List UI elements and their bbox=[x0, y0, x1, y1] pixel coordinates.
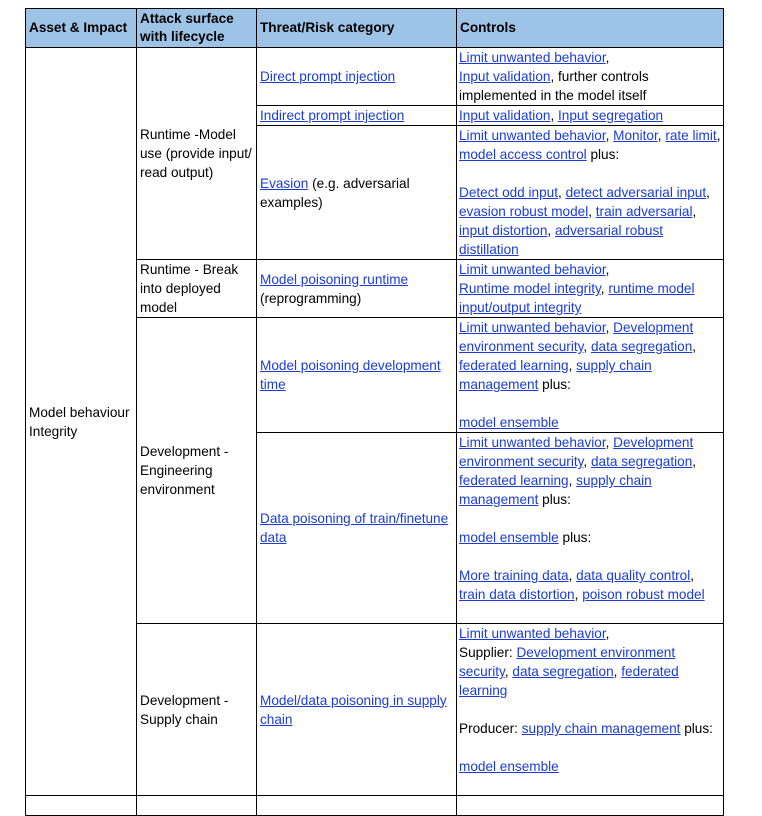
table-row-partial bbox=[26, 796, 724, 816]
control-text: plus: bbox=[538, 492, 571, 507]
threat-supply-chain-poisoning bbox=[257, 624, 457, 796]
control-link[interactable]: Detect odd input bbox=[459, 185, 558, 200]
control-link[interactable]: evasion robust model bbox=[459, 204, 589, 219]
table-row bbox=[26, 48, 724, 106]
control-link[interactable]: More training data bbox=[459, 568, 569, 583]
threat-link[interactable]: Model poisoning development time bbox=[260, 358, 441, 392]
threat-evasion bbox=[257, 126, 457, 260]
control-link[interactable]: Monitor bbox=[613, 128, 658, 143]
threat-indirect-prompt-injection bbox=[257, 106, 457, 126]
control-link[interactable]: runtime model input/output integrity bbox=[459, 281, 695, 315]
control-sep: , bbox=[547, 223, 555, 238]
control-link[interactable]: Development environment security bbox=[459, 320, 694, 354]
control-sep: , bbox=[568, 473, 577, 488]
threat-data-poisoning bbox=[257, 433, 457, 624]
control-sep: , bbox=[605, 128, 614, 143]
control-link[interactable]: rate limit bbox=[665, 128, 717, 143]
control-text: plus: bbox=[680, 721, 713, 736]
control-sep: , bbox=[605, 626, 610, 641]
threat-direct-prompt-injection bbox=[257, 48, 457, 106]
header-attack-surface: Attack surface with lifecycle bbox=[137, 9, 257, 48]
threat-model-poisoning-runtime bbox=[257, 260, 457, 318]
control-link[interactable]: Limit unwanted behavior bbox=[459, 128, 606, 143]
control-link[interactable]: data segregation bbox=[590, 339, 693, 354]
control-link[interactable]: data quality control bbox=[576, 568, 691, 583]
partial-cell bbox=[257, 796, 457, 816]
control-link[interactable]: train data distortion bbox=[459, 587, 575, 602]
header-asset: Asset & Impact bbox=[26, 9, 137, 48]
control-sep: , bbox=[692, 204, 697, 219]
control-link[interactable]: Input segregation bbox=[558, 108, 664, 123]
control-link[interactable]: Limit unwanted behavior bbox=[459, 262, 606, 277]
control-link[interactable]: supply chain management bbox=[459, 473, 652, 507]
controls-cell bbox=[457, 126, 724, 260]
control-link[interactable]: federated learning bbox=[459, 473, 569, 488]
surface-runtime-break: Runtime - Break into deployed model bbox=[137, 260, 257, 318]
threat-text: (e.g. adversarial examples) bbox=[260, 175, 410, 210]
producer-label: Producer: bbox=[459, 721, 522, 736]
threat-link[interactable]: Model/data poisoning in supply chain bbox=[260, 692, 447, 727]
control-link[interactable]: data segregation bbox=[512, 664, 614, 679]
control-sep: , bbox=[600, 281, 609, 296]
threat-link[interactable]: Data poisoning of train/finetune data bbox=[260, 511, 449, 545]
control-sep: , bbox=[692, 339, 697, 354]
control-link[interactable]: Development environment security bbox=[459, 435, 694, 469]
threat-link[interactable]: Indirect prompt injection bbox=[260, 108, 405, 123]
control-link[interactable]: data segregation bbox=[590, 454, 693, 469]
threat-text: (reprogramming) bbox=[260, 290, 362, 306]
control-sep: , bbox=[605, 320, 614, 335]
control-link[interactable]: input distortion bbox=[459, 223, 548, 238]
control-link[interactable]: Development environment security bbox=[459, 645, 676, 679]
control-link[interactable]: Input validation bbox=[459, 69, 551, 84]
controls-cell bbox=[457, 318, 724, 433]
control-link[interactable]: Limit unwanted behavior bbox=[459, 320, 606, 335]
control-sep: , bbox=[605, 50, 610, 65]
control-sep: , bbox=[583, 339, 591, 354]
control-link[interactable]: train adversarial bbox=[595, 204, 693, 219]
control-link[interactable]: poison robust model bbox=[582, 587, 705, 602]
spacer bbox=[459, 738, 721, 757]
control-link[interactable]: detect adversarial input bbox=[565, 185, 707, 200]
spacer bbox=[459, 509, 721, 528]
spacer bbox=[459, 547, 721, 566]
supplier-label: Supplier: bbox=[459, 645, 517, 660]
threat-link[interactable]: Direct prompt injection bbox=[260, 69, 396, 84]
control-sep: , bbox=[558, 185, 566, 200]
control-link[interactable]: model ensemble bbox=[459, 530, 559, 545]
threat-link[interactable]: Evasion bbox=[260, 175, 309, 191]
control-link[interactable]: supply chain management bbox=[459, 358, 652, 392]
threat-model-poisoning-dev bbox=[257, 318, 457, 433]
partial-cell bbox=[457, 796, 724, 816]
control-link[interactable]: supply chain management bbox=[521, 721, 681, 736]
control-link[interactable]: federated learning bbox=[459, 664, 679, 698]
control-text: , further controls implemented in the model itself bbox=[459, 69, 649, 103]
header-threat: Threat/Risk category bbox=[257, 9, 457, 48]
control-text: plus: bbox=[538, 377, 571, 392]
control-sep: , bbox=[568, 358, 577, 373]
control-link[interactable]: Input validation bbox=[459, 108, 551, 123]
table-header-row bbox=[26, 9, 724, 48]
controls-cell bbox=[457, 48, 724, 106]
control-link[interactable]: Limit unwanted behavior bbox=[459, 50, 606, 65]
control-sep: , bbox=[657, 128, 666, 143]
surface-dev-supply-chain: Development - Supply chain bbox=[137, 624, 257, 796]
control-sep: , bbox=[588, 204, 596, 219]
threat-controls-table bbox=[25, 8, 724, 816]
spacer bbox=[459, 700, 721, 719]
controls-cell bbox=[457, 260, 724, 318]
control-link[interactable]: Limit unwanted behavior bbox=[459, 435, 606, 450]
control-sep: , bbox=[568, 568, 577, 583]
control-sep: , bbox=[605, 262, 610, 277]
partial-cell bbox=[26, 796, 137, 816]
control-sep: , bbox=[692, 454, 697, 469]
spacer bbox=[459, 394, 721, 413]
control-sep: , bbox=[605, 435, 614, 450]
control-link[interactable]: Limit unwanted behavior bbox=[459, 626, 606, 641]
control-sep: , bbox=[716, 128, 721, 143]
control-text: plus: bbox=[586, 147, 620, 162]
partial-cell bbox=[137, 796, 257, 816]
control-sep: , bbox=[550, 108, 559, 123]
controls-cell bbox=[457, 433, 724, 624]
control-sep: , bbox=[583, 454, 591, 469]
control-text: plus: bbox=[558, 530, 592, 545]
surface-dev-engineering: Development - Engineering environment bbox=[137, 318, 257, 624]
control-link[interactable]: Runtime model integrity bbox=[459, 281, 601, 296]
control-link[interactable]: model ensemble bbox=[459, 759, 559, 774]
control-sep: , bbox=[690, 568, 695, 583]
spacer bbox=[459, 164, 721, 183]
controls-table-wrapper bbox=[25, 8, 724, 816]
header-controls: Controls bbox=[457, 9, 724, 48]
controls-cell bbox=[457, 106, 724, 126]
asset-cell: Model behaviour Integrity bbox=[26, 48, 137, 796]
control-link[interactable]: model access control bbox=[459, 147, 587, 162]
surface-runtime-use: Runtime -Model use (provide input/ read output) bbox=[137, 48, 257, 260]
control-sep: , bbox=[504, 664, 513, 679]
control-sep: , bbox=[574, 587, 583, 602]
threat-link[interactable]: Model poisoning runtime bbox=[260, 271, 409, 287]
control-link[interactable]: adversarial robust distillation bbox=[459, 223, 664, 257]
control-link[interactable]: model ensemble bbox=[459, 415, 559, 430]
control-sep: , bbox=[613, 664, 622, 679]
control-sep: , bbox=[706, 185, 710, 200]
control-link[interactable]: federated learning bbox=[459, 358, 569, 373]
controls-cell bbox=[457, 624, 724, 796]
